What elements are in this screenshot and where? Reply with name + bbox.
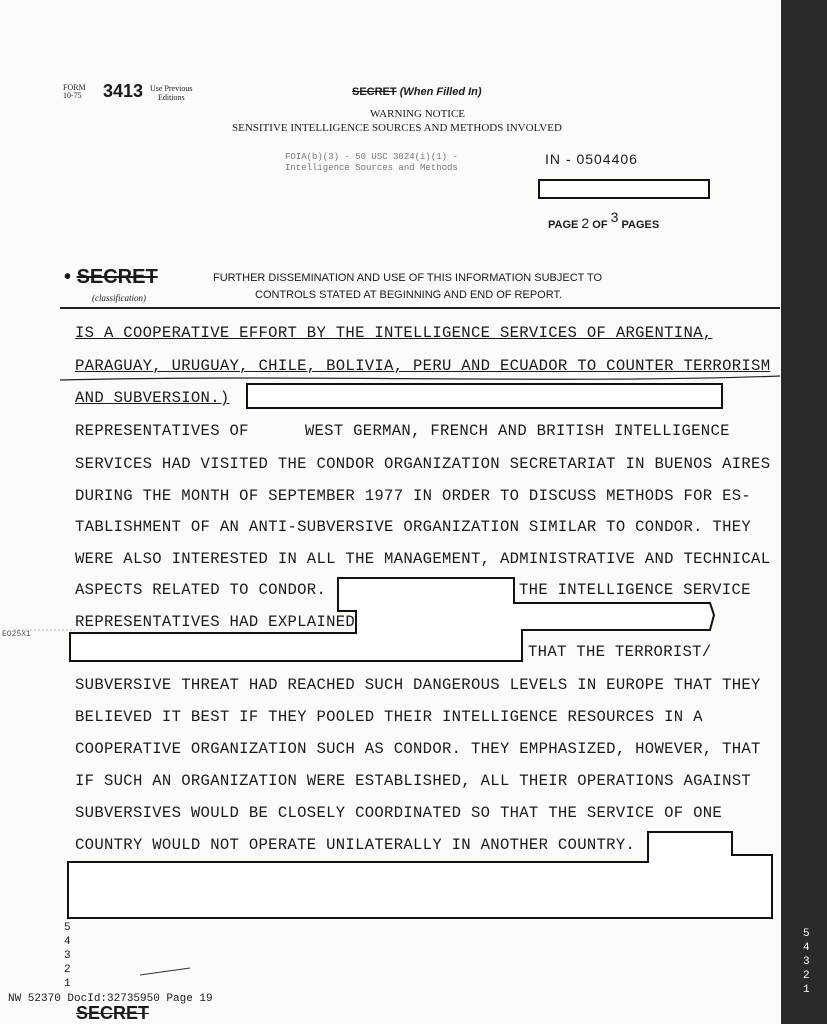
foia-stamp: FOIA(b)(3) - 50 USC 3024(i)(1) - Intelligence Sources and Methods xyxy=(285,152,458,173)
body-line-13: BELIEVED IT BEST IF THEY POOLED THEIR INTELLIGENCE RESOURCES IN A xyxy=(75,708,703,726)
side-stamp: EO25X1 xyxy=(2,630,31,639)
top-classification: SECRET (When Filled In) xyxy=(352,86,482,98)
warning-notice: WARNING NOTICE xyxy=(370,108,466,120)
form-label: FORM 10-75 xyxy=(63,83,86,100)
body-line-9a: ASPECTS RELATED TO CONDOR. xyxy=(75,581,327,599)
body-line-6: DURING THE MONTH OF SEPTEMBER 1977 IN ORDER TO DISCUSS METHODS FOR ES- xyxy=(75,487,752,505)
pen-mark xyxy=(140,968,190,975)
page-indicator: PAGE 2 OF 3 PAGES xyxy=(548,209,660,231)
in-number: IN - 0504406 xyxy=(545,151,638,167)
right-line-numbers: 5 4 3 2 1 xyxy=(803,928,810,996)
body-line-11: THAT THE TERRORIST/ xyxy=(528,643,712,661)
body-line-5: SERVICES HAD VISITED THE CONDOR ORGANIZATION SECRETARIAT IN BUENOS AIRES xyxy=(75,455,771,473)
body-line-15: IF SUCH AN ORGANIZATION WERE ESTABLISHED, ALL THEIR OPERATIONS AGAINST xyxy=(75,772,752,790)
body-line-7: TABLISHMENT OF AN ANTI-SUBVERSIVE ORGANIZATION SIMILAR TO CONDOR. THEY xyxy=(75,518,752,536)
left-line-numbers: 5 4 3 2 1 xyxy=(64,922,71,990)
edition-note: Use Previous Editions xyxy=(150,84,193,102)
body-line-8: WERE ALSO INTERESTED IN ALL THE MANAGEMENT, ADMINISTRATIVE AND TECHNICAL xyxy=(75,550,771,568)
body-line-16: SUBVERSIVES WOULD BE CLOSELY COORDINATED SO THAT THE SERVICE OF ONE xyxy=(75,804,723,822)
body-line-14: COOPERATIVE ORGANIZATION SUCH AS CONDOR. THEY EMPHASIZED, HOWEVER, THAT xyxy=(75,740,761,758)
dissemination-line-1: FURTHER DISSEMINATION AND USE OF THIS INFORMATION SUBJECT TO xyxy=(213,272,603,284)
body-line-12: SUBVERSIVE THREAT HAD REACHED SUCH DANGEROUS LEVELS IN EUROPE THAT THEY xyxy=(75,676,761,694)
body-line-4: REPRESENTATIVES OF WEST GERMAN, FRENCH AND BRITISH INTELLIGENCE xyxy=(75,422,730,440)
doc-id-footer: NW 52370 DocId:32735950 Page 19 xyxy=(8,993,213,1005)
body-line-1: IS A COOPERATIVE EFFORT BY THE INTELLIGENCE SERVICES OF ARGENTINA, xyxy=(75,324,713,342)
dissemination-line-2: CONTROLS STATED AT BEGINNING AND END OF REPORT. xyxy=(255,289,563,301)
body-line-3: AND SUBVERSION.) xyxy=(75,389,230,407)
body-line-9b: THE INTELLIGENCE SERVICE xyxy=(519,581,751,599)
classification-secret: • SECRET xyxy=(64,266,158,288)
underline-stroke xyxy=(60,376,780,380)
classification-caption: (classification) xyxy=(92,293,146,303)
body-line-10: REPRESENTATIVES HAD EXPLAINED xyxy=(75,613,356,631)
body-line-2: PARAGUAY, URUGUAY, CHILE, BOLIVIA, PERU AND ECUADOR TO COUNTER TERRORISM xyxy=(75,357,771,375)
form-number: 3413 xyxy=(103,81,144,101)
sensitive-line: SENSITIVE INTELLIGENCE SOURCES AND METHODS INVOLVED xyxy=(232,122,562,134)
body-line-17: COUNTRY WOULD NOT OPERATE UNILATERALLY IN ANOTHER COUNTRY. xyxy=(75,836,636,854)
bottom-classification: SECRET xyxy=(76,1003,150,1023)
